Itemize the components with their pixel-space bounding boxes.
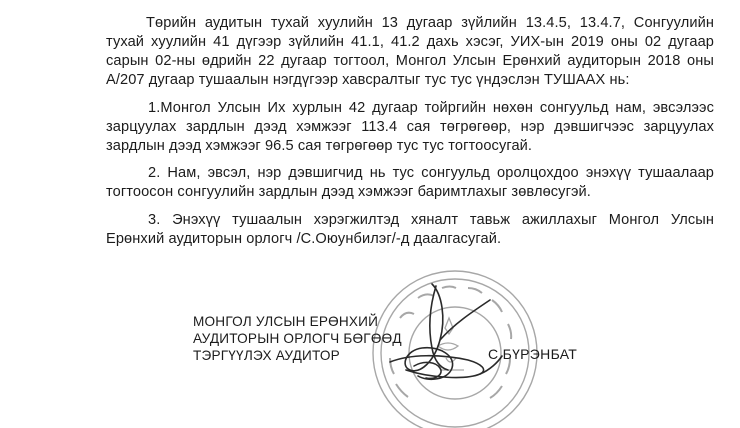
signer-title-line-3: ТЭРГҮҮЛЭХ АУДИТОР (193, 348, 340, 363)
paragraph-preamble: Төрийн аудитын тухай хуулийн 13 дугаар зүйлийн 13.4.5, 13.4.7, Сонгуулийн тухай хуулийн 41 дүгээр зүйлийн 41.1, 41.2 дахь хэсэг, УИХ-ын 2019 оны 02 дугаар сарын 02-ны өдрийн 22 дугаар тогтоол, Монгол Улсын Ерөнхий аудиторын 2018 оны А/207 дугаар тушаалын нэгдүгээр хавсралтыг тус тус үндэслэн ТУШААХ нь: (106, 15, 714, 88)
signer-title-line-1: МОНГОЛ УЛСЫН ЕРӨНХИЙ (193, 314, 379, 329)
signer-title-line-2: АУДИТОРЫН ОРЛОГЧ БӨГӨӨД (193, 331, 402, 346)
paragraph-item-2: 2. Нам, эвсэл, нэр дэвшигчид нь тус сонгуульд оролцохдоо энэхүү тушаалаар тогтоосон сонгуулийн зардлын дээд хэмжээг баримтлахыг зөвлөсугэй. (106, 165, 714, 200)
paragraph-item-1: 1.Монгол Улсын Их хурлын 42 дугаар тойргийн нөхөн сонгуульд нам, эвсэлээс зарцуулах зардлын дээд хэмжээг 113.4 сая төгрөгөөр, нэр дэвшигчээс зарцуулах зардлын дээд хэмжээг 96.5 сая төгрөгөөр тус тус тогтоосугай. (106, 100, 714, 154)
signature-title-block (193, 313, 402, 364)
paragraph-item-3: 3. Энэхүү тушаалын хэрэгжилтэд хяналт тавьж ажиллахыг Монгол Улсын Ерөнхий аудиторын орлогч /С.Оюунбилэг/-д даалгасугай. (106, 212, 714, 247)
signer-name: С.БҮРЭНБАТ (488, 346, 578, 362)
